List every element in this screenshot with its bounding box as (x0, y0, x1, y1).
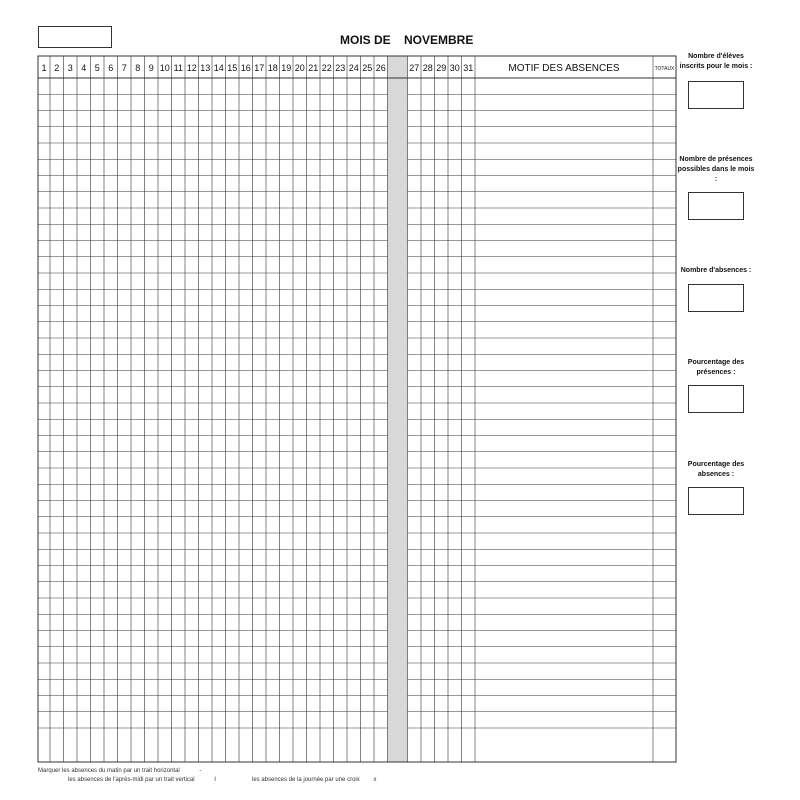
input-absences[interactable] (688, 284, 744, 312)
label-presence-percentage: Pourcentage des présences : (687, 359, 745, 376)
input-enrolled[interactable] (688, 81, 744, 109)
grid-frame (38, 56, 676, 762)
footnote-morning-mark: - (199, 768, 202, 774)
gap-column (388, 56, 408, 762)
day-header: 25 (362, 63, 373, 73)
footnote-fullday (252, 777, 376, 783)
footnote-fullday-text: les absences de la journée par une croix (252, 777, 360, 783)
day-header: 30 (449, 63, 460, 73)
reason-header: MOTIF DES ABSENCES (508, 63, 620, 74)
footnote-morning (38, 768, 201, 774)
day-header: 19 (281, 63, 292, 73)
day-header: 3 (67, 63, 73, 73)
day-header: 29 (436, 63, 447, 73)
day-header: 13 (200, 63, 211, 73)
day-header: 12 (186, 63, 197, 73)
day-header: 16 (240, 63, 251, 73)
day-header: 15 (227, 63, 238, 73)
day-header: 27 (409, 63, 420, 73)
day-header: 4 (81, 63, 87, 73)
month-prefix: MOIS DE (340, 33, 391, 47)
totals-header: TOTAUX (654, 66, 675, 72)
day-header: 22 (321, 63, 332, 73)
input-presence-percentage[interactable] (688, 385, 744, 413)
label-possible-presences: Nombre de présences possibles dans le mois : (677, 156, 755, 183)
day-header: 20 (294, 63, 305, 73)
day-header: 18 (267, 63, 278, 73)
footnote-afternoon-mark: I (214, 777, 216, 783)
day-header: 2 (54, 63, 60, 73)
day-header: 31 (463, 63, 474, 73)
day-header: 28 (422, 63, 433, 73)
footnote-fullday-mark: x (373, 777, 377, 783)
day-header: 10 (159, 63, 170, 73)
day-header: 21 (308, 63, 319, 73)
footnote-afternoon (68, 777, 216, 783)
day-header: 26 (375, 63, 386, 73)
footnote-morning-text: Marquer les absences du matin par un trait horizontal (38, 768, 180, 774)
label-enrolled: Nombre d'élèves inscrits pour le mois : (679, 53, 753, 70)
day-header: 5 (94, 63, 100, 73)
label-absence-percentage: Pourcentage des absences : (687, 461, 745, 478)
day-header: 8 (135, 63, 141, 73)
day-header: 23 (335, 63, 346, 73)
day-header: 9 (148, 63, 154, 73)
day-header: 17 (254, 63, 265, 73)
day-header: 24 (348, 63, 359, 73)
label-absences: Nombre d'absences : (680, 267, 752, 274)
input-possible-presences[interactable] (688, 192, 744, 220)
day-header: 1 (41, 63, 47, 73)
input-absence-percentage[interactable] (688, 487, 744, 515)
day-header: 6 (108, 63, 114, 73)
day-header: 14 (213, 63, 224, 73)
month-name: NOVEMBRE (404, 33, 474, 47)
footnote-afternoon-text: les absences de l'après-midi par un trait vertical (68, 777, 195, 783)
day-header: 11 (173, 63, 183, 73)
day-header: 7 (121, 63, 127, 73)
